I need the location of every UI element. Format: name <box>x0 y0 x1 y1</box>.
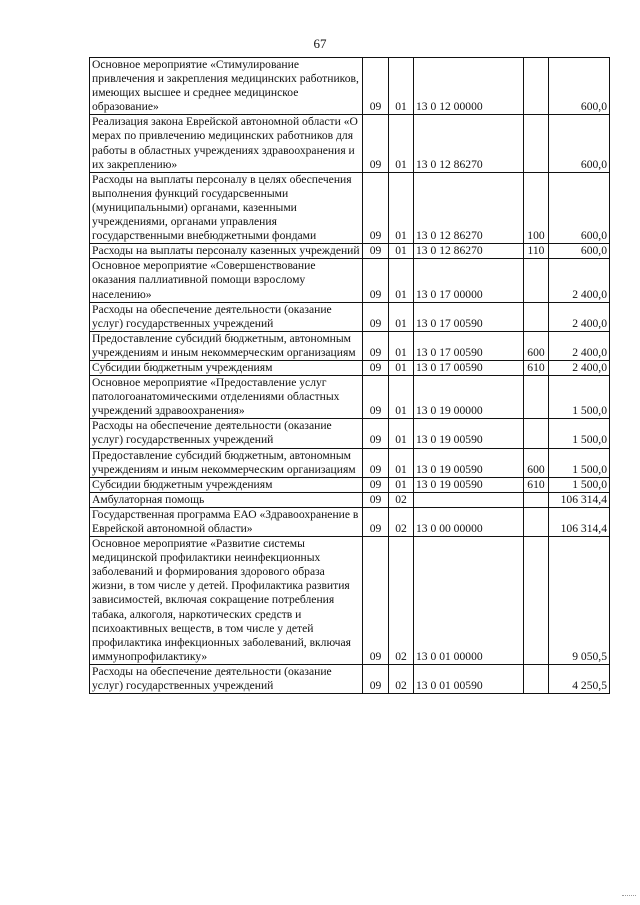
row-section: 09 <box>363 360 389 375</box>
page-number: 67 <box>313 36 327 51</box>
row-target-article: 13 0 12 00000 <box>414 58 524 115</box>
row-subsection: 01 <box>389 172 414 243</box>
row-subsection: 02 <box>389 492 414 507</box>
row-amount: 106 314,4 <box>549 507 610 536</box>
row-name: Расходы на выплаты персоналу в целях обеспечения выполнения функций государсвенными (муниципальными) органами, казенными учреждениями, органами управления государственными внебюджетными фондами <box>90 172 363 243</box>
row-expense-type <box>524 58 549 115</box>
row-expense-type <box>524 302 549 331</box>
row-subsection: 02 <box>389 537 414 665</box>
row-name: Расходы на обеспечение деятельности (оказание услуг) государственных учреждений <box>90 664 363 693</box>
row-target-article: 13 0 12 86270 <box>414 244 524 259</box>
row-expense-type <box>524 664 549 693</box>
table-row <box>90 172 610 243</box>
row-target-article: 13 0 12 86270 <box>414 115 524 172</box>
row-target-article: 13 0 00 00000 <box>414 507 524 536</box>
row-section: 09 <box>363 419 389 448</box>
row-target-article: 13 0 17 00590 <box>414 360 524 375</box>
row-amount: 600,0 <box>549 244 610 259</box>
table-row <box>90 492 610 507</box>
row-subsection: 01 <box>389 419 414 448</box>
row-subsection: 01 <box>389 302 414 331</box>
row-subsection: 02 <box>389 507 414 536</box>
row-expense-type: 100 <box>524 172 549 243</box>
row-name: Расходы на обеспечение деятельности (оказание услуг) государственных учреждений <box>90 419 363 448</box>
row-section: 09 <box>363 376 389 419</box>
table-row <box>90 360 610 375</box>
row-target-article: 13 0 01 00000 <box>414 537 524 665</box>
row-amount: 2 400,0 <box>549 360 610 375</box>
row-section: 09 <box>363 664 389 693</box>
row-amount: 2 400,0 <box>549 302 610 331</box>
row-target-article: 13 0 12 86270 <box>414 172 524 243</box>
row-name: Реализация закона Еврейской автономной области «О мерах по привлечению медицинских работников для работы в областных учреждениях здравоохранения и их закреплению» <box>90 115 363 172</box>
row-section: 09 <box>363 302 389 331</box>
table-row <box>90 537 610 665</box>
row-name: Субсидии бюджетным учреждениям <box>90 477 363 492</box>
row-name: Субсидии бюджетным учреждениям <box>90 360 363 375</box>
row-target-article: 13 0 19 00000 <box>414 376 524 419</box>
row-section: 09 <box>363 492 389 507</box>
row-target-article: 13 0 17 00590 <box>414 302 524 331</box>
row-section: 09 <box>363 58 389 115</box>
row-name: Основное мероприятие «Развитие системы медицинской профилактики неинфекционных заболеваний и формирования здорового образа жизни, в том числе у детей. Профилактика развития зависимостей, включая сокращение потребления табака, алкоголя, наркотических средств и психоактивных веществ, в том числе у детей профилактика инфекционных заболеваний, включая иммунопрофилактику» <box>90 537 363 665</box>
row-expense-type: 600 <box>524 331 549 360</box>
table-row <box>90 302 610 331</box>
row-amount: 600,0 <box>549 115 610 172</box>
table-row <box>90 58 610 115</box>
row-amount: 4 250,5 <box>549 664 610 693</box>
table-row <box>90 448 610 477</box>
row-subsection: 01 <box>389 259 414 302</box>
row-expense-type: 610 <box>524 477 549 492</box>
row-section: 09 <box>363 507 389 536</box>
row-amount: 2 400,0 <box>549 331 610 360</box>
row-section: 09 <box>363 244 389 259</box>
row-amount: 9 050,5 <box>549 537 610 665</box>
row-target-article <box>414 492 524 507</box>
row-expense-type <box>524 259 549 302</box>
row-subsection: 01 <box>389 448 414 477</box>
table-row <box>90 507 610 536</box>
budget-table-body <box>90 58 610 694</box>
table-row <box>90 419 610 448</box>
row-name: Государственная программа ЕАО «Здравоохранение в Еврейской автономной области» <box>90 507 363 536</box>
row-amount: 1 500,0 <box>549 376 610 419</box>
row-section: 09 <box>363 477 389 492</box>
row-subsection: 01 <box>389 331 414 360</box>
row-amount: 600,0 <box>549 172 610 243</box>
row-name: Расходы на обеспечение деятельности (оказание услуг) государственных учреждений <box>90 302 363 331</box>
row-target-article: 13 0 17 00590 <box>414 331 524 360</box>
row-target-article: 13 0 19 00590 <box>414 419 524 448</box>
row-subsection: 01 <box>389 58 414 115</box>
row-target-article: 13 0 01 00590 <box>414 664 524 693</box>
row-amount: 600,0 <box>549 58 610 115</box>
row-section: 09 <box>363 537 389 665</box>
row-section: 09 <box>363 115 389 172</box>
row-expense-type <box>524 376 549 419</box>
row-section: 09 <box>363 259 389 302</box>
row-amount: 106 314,4 <box>549 492 610 507</box>
table-row <box>90 376 610 419</box>
row-name: Основное мероприятие «Предоставление услуг патологоанатомическими отделениями областных учреждений здравоохранения» <box>90 376 363 419</box>
row-subsection: 02 <box>389 664 414 693</box>
row-amount: 1 500,0 <box>549 448 610 477</box>
row-expense-type <box>524 115 549 172</box>
row-expense-type <box>524 419 549 448</box>
row-name: Основное мероприятие «Стимулирование привлечения и закрепления медицинских работников, имеющих высшее и среднее медицинское образование» <box>90 58 363 115</box>
row-section: 09 <box>363 172 389 243</box>
row-section: 09 <box>363 331 389 360</box>
row-subsection: 01 <box>389 477 414 492</box>
row-target-article: 13 0 17 00000 <box>414 259 524 302</box>
row-amount: 1 500,0 <box>549 419 610 448</box>
row-name: Основное мероприятие «Совершенствование оказания паллиативной помощи взрослому населению» <box>90 259 363 302</box>
table-row <box>90 115 610 172</box>
row-target-article: 13 0 19 00590 <box>414 477 524 492</box>
row-name: Предоставление субсидий бюджетным, автономным учреждениям и иным некоммерческим организациям <box>90 331 363 360</box>
table-row <box>90 259 610 302</box>
row-name: Расходы на выплаты персоналу казенных учреждений <box>90 244 363 259</box>
scan-edge-mark <box>622 895 636 897</box>
row-target-article: 13 0 19 00590 <box>414 448 524 477</box>
row-expense-type: 110 <box>524 244 549 259</box>
row-expense-type <box>524 507 549 536</box>
row-subsection: 01 <box>389 360 414 375</box>
budget-table <box>89 57 610 694</box>
table-row <box>90 244 610 259</box>
row-name: Предоставление субсидий бюджетным, автономным учреждениям и иным некоммерческим организациям <box>90 448 363 477</box>
row-section: 09 <box>363 448 389 477</box>
row-name: Амбулаторная помощь <box>90 492 363 507</box>
row-expense-type: 610 <box>524 360 549 375</box>
row-amount: 1 500,0 <box>549 477 610 492</box>
table-row <box>90 331 610 360</box>
row-subsection: 01 <box>389 244 414 259</box>
table-row <box>90 664 610 693</box>
row-expense-type: 600 <box>524 448 549 477</box>
row-amount: 2 400,0 <box>549 259 610 302</box>
table-row <box>90 477 610 492</box>
row-expense-type <box>524 492 549 507</box>
row-expense-type <box>524 537 549 665</box>
row-subsection: 01 <box>389 376 414 419</box>
row-subsection: 01 <box>389 115 414 172</box>
